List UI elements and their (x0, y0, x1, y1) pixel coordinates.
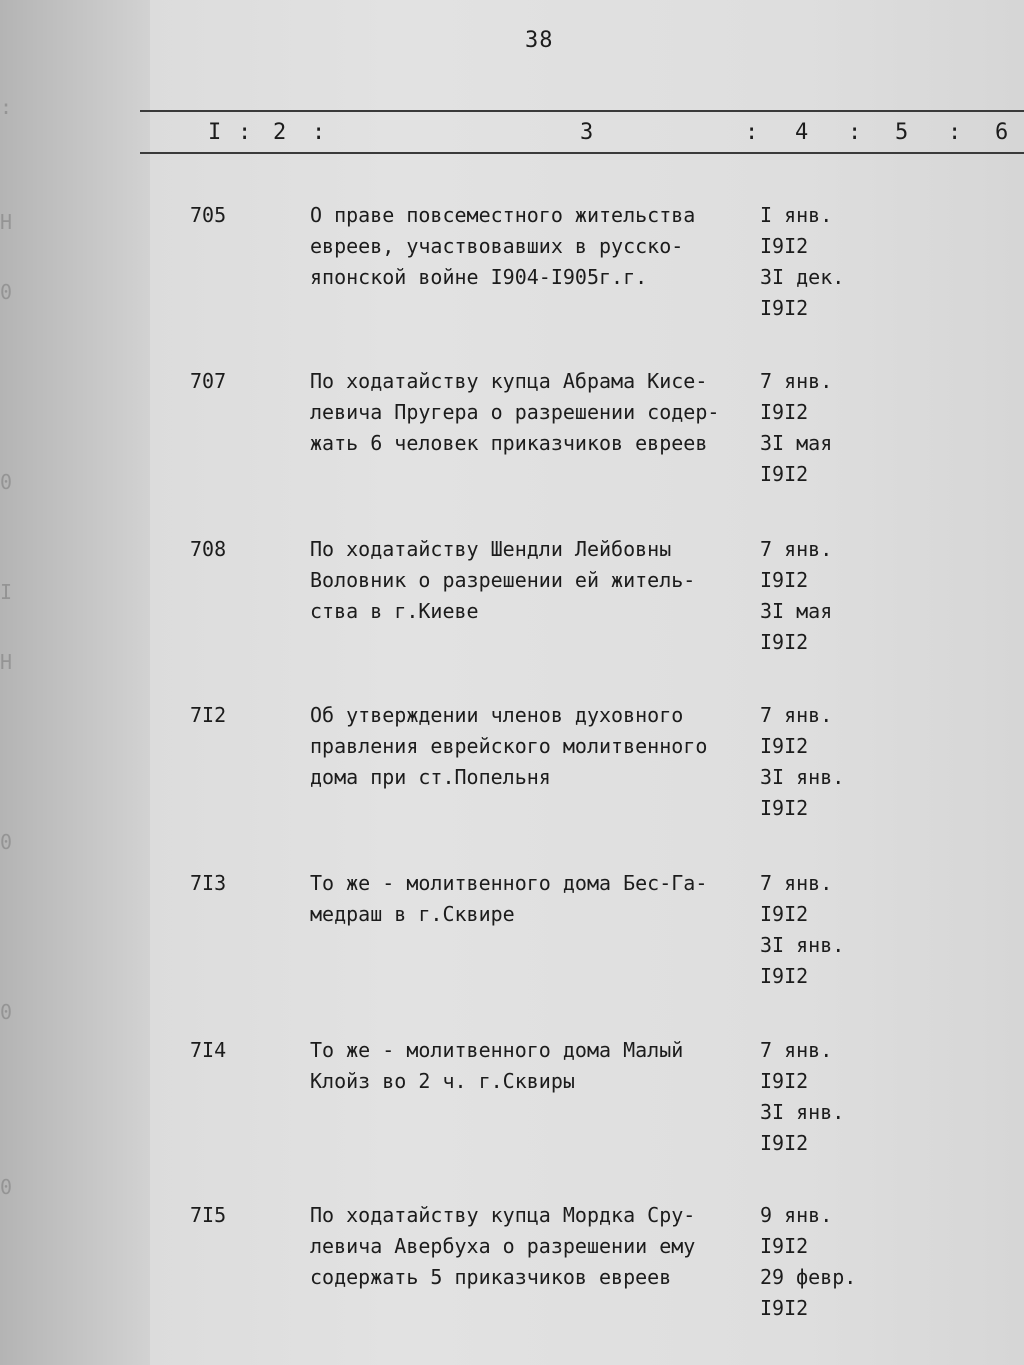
desc-line: То же - молитвенного дома Малый (310, 1038, 684, 1062)
row-description (310, 1200, 760, 1293)
header-bottom-rule (140, 152, 1024, 154)
row-dates (760, 1200, 900, 1324)
end-year: I9I2 (760, 964, 809, 988)
desc-line: Воловник о разрешении ей житель- (310, 568, 696, 592)
row-number: 7I4 (190, 1038, 227, 1062)
row-dates (760, 868, 900, 992)
desc-line: По ходатайству Шендли Лейбовны (310, 537, 672, 561)
start-year: I9I2 (760, 568, 809, 592)
row-description (310, 700, 760, 793)
col-header-5: 5 (895, 120, 909, 145)
start-year: I9I2 (760, 234, 809, 258)
desc-line: жать 6 человек приказчиков евреев (310, 431, 708, 455)
desc-line: Клойз во 2 ч. г.Сквиры (310, 1069, 575, 1093)
desc-line: левича Авербуха о разрешении ему (310, 1234, 696, 1258)
row-dates (760, 200, 900, 324)
start-date: I янв. (760, 203, 833, 227)
end-year: I9I2 (760, 462, 809, 486)
end-year: I9I2 (760, 1131, 809, 1155)
header-top-rule (140, 110, 1024, 112)
row-number: 7I5 (190, 1203, 227, 1227)
col-header-4: 4 (795, 120, 809, 145)
end-date: 29 февр. (760, 1265, 857, 1289)
start-year: I9I2 (760, 1069, 809, 1093)
margin-mark: 0 (0, 280, 13, 304)
row-description (310, 534, 760, 627)
desc-line: правления еврейского молитвенного (310, 734, 708, 758)
start-year: I9I2 (760, 902, 809, 926)
col-header-1: I (208, 120, 222, 145)
desc-line: содержать 5 приказчиков евреев (310, 1265, 672, 1289)
desc-line: То же - молитвенного дома Бес-Га- (310, 871, 708, 895)
end-date: 3I мая (760, 599, 833, 623)
col-header-6: 6 (995, 120, 1009, 145)
start-date: 7 янв. (760, 1038, 833, 1062)
end-year: I9I2 (760, 1296, 809, 1320)
start-date: 7 янв. (760, 537, 833, 561)
row-dates (760, 366, 900, 490)
row-number: 7I2 (190, 703, 227, 727)
start-date: 7 янв. (760, 871, 833, 895)
desc-line: левича Пругера о разрешении содер- (310, 400, 720, 424)
end-date: 3I янв. (760, 1100, 845, 1124)
column-header-row (140, 116, 1024, 150)
end-date: 3I янв. (760, 933, 845, 957)
desc-line: дома при ст.Попельня (310, 765, 551, 789)
desc-line: медраш в г.Сквире (310, 902, 515, 926)
row-number: 707 (190, 369, 227, 393)
margin-mark: 0 (0, 1175, 13, 1199)
row-dates (760, 534, 900, 658)
end-year: I9I2 (760, 796, 809, 820)
row-number: 7I3 (190, 871, 227, 895)
row-description (310, 1035, 760, 1097)
desc-line: По ходатайству купца Мордка Сру- (310, 1203, 696, 1227)
desc-line: евреев, участвовавших в русско- (310, 234, 684, 258)
end-date: 3I дек. (760, 265, 845, 289)
desc-line: О праве повсеместного жительства (310, 203, 696, 227)
col-header-sep: : (848, 120, 862, 145)
start-year: I9I2 (760, 400, 809, 424)
row-number: 708 (190, 537, 227, 561)
margin-mark: 0 (0, 830, 13, 854)
col-header-3: 3 (580, 120, 594, 145)
page-number: 38 (525, 28, 554, 53)
margin-mark: 0 (0, 1000, 13, 1024)
col-header-sep: : (238, 120, 252, 145)
col-header-sep: : (312, 120, 326, 145)
start-date: 7 янв. (760, 369, 833, 393)
row-description (310, 366, 760, 459)
col-header-sep: : (948, 120, 962, 145)
row-number: 705 (190, 203, 227, 227)
start-year: I9I2 (760, 1234, 809, 1258)
start-date: 9 янв. (760, 1203, 833, 1227)
start-year: I9I2 (760, 734, 809, 758)
row-dates (760, 700, 900, 824)
desc-line: японской войне I904-I905г.г. (310, 265, 648, 289)
margin-mark: 0 (0, 470, 13, 494)
col-header-sep: : (745, 120, 759, 145)
start-date: 7 янв. (760, 703, 833, 727)
desc-line: Об утверждении членов духовного (310, 703, 684, 727)
row-description (310, 200, 760, 293)
desc-line: По ходатайству купца Абрама Кисе- (310, 369, 708, 393)
end-year: I9I2 (760, 296, 809, 320)
margin-mark: Н (0, 210, 13, 234)
desc-line: ства в г.Киеве (310, 599, 479, 623)
margin-mark: Н (0, 650, 13, 674)
end-date: 3I мая (760, 431, 833, 455)
end-date: 3I янв. (760, 765, 845, 789)
margin-mark: : (0, 95, 13, 119)
row-description (310, 868, 760, 930)
margin-mark: I (0, 580, 13, 604)
row-dates (760, 1035, 900, 1159)
col-header-2: 2 (273, 120, 287, 145)
end-year: I9I2 (760, 630, 809, 654)
binding-gutter (0, 0, 150, 1365)
